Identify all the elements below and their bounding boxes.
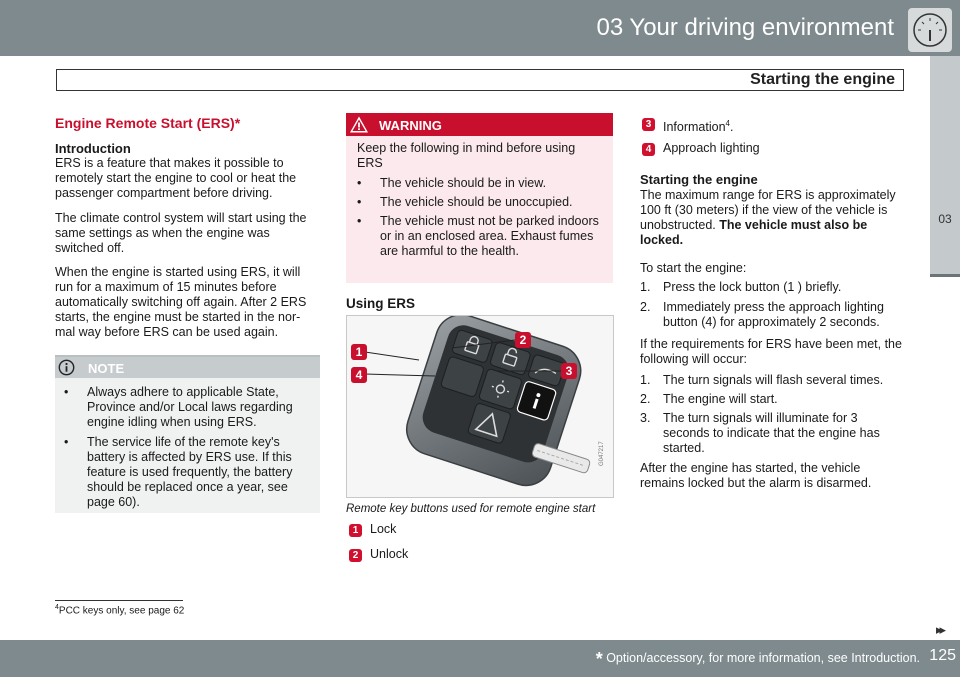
bullet-icon: • (357, 176, 362, 190)
legend-item (349, 547, 549, 563)
footnote-rule (55, 600, 183, 601)
legend-label: Lock (370, 522, 397, 536)
legend-item (642, 141, 892, 157)
warning-item (357, 214, 602, 259)
legend-label: Unlock (370, 547, 409, 561)
bullet-icon: • (64, 385, 69, 399)
note-header (55, 357, 320, 378)
warning-label: WARNING (379, 118, 442, 133)
if-met-text: If the requirements for ERS have been met, the following will occur: (640, 337, 902, 366)
after-start-paragraph: After the engine has started, the vehicle remains locked but the alarm is disarmed. (640, 461, 872, 490)
remote-key-figure (346, 315, 614, 498)
section-title: Starting the engine (750, 71, 895, 88)
note-item (64, 385, 312, 430)
warning-item-text: The vehicle must not be parked indoors or in an enclosed area. Exhaust fumes are harmful to the health. (380, 214, 599, 258)
note-item (64, 435, 312, 510)
callout-badge-1: 1 (349, 524, 362, 537)
warning-item (357, 195, 602, 210)
svg-text:3: 3 (565, 364, 573, 378)
intro-paragraph-1: ERS is a feature that makes it possible to remotely start the engine to cool or heat the passenger compartment before driving. (55, 156, 297, 200)
note-label: NOTE (88, 361, 125, 376)
chapter-title: 03 Your driving environment (596, 14, 894, 41)
warning-box (346, 113, 613, 283)
section-title-bar (56, 69, 904, 91)
continue-arrows-icon: ▸▸ (936, 622, 944, 637)
callout-badge-4: 4 (642, 143, 655, 156)
svg-text:1: 1 (355, 345, 363, 359)
result-item: 3. The turn signals will illuminate for 3 seconds to indicate that the engine has started. (640, 411, 880, 455)
legend-item (642, 116, 892, 135)
footnote-ref: 4 (725, 119, 730, 128)
speedometer-icon (908, 8, 952, 52)
using-ers-heading: Using ERS (346, 296, 416, 311)
section-heading: Engine Remote Start (ERS)* (55, 115, 241, 131)
info-icon (58, 359, 75, 376)
warning-item-text: The vehicle should be unoccupied. (380, 195, 573, 209)
warning-item-text: The vehicle should be in view. (380, 176, 547, 190)
warning-header (346, 113, 613, 136)
warning-item (357, 176, 602, 191)
figure-caption: Remote key buttons used for remote engine start (346, 503, 596, 515)
svg-text:4: 4 (355, 368, 363, 382)
footnote: $^4$PCC keys only, see page 62 (55, 604, 185, 617)
note-item-text: Always adhere to applicable State, Province and/or Local laws regarding engine idling when using ERS. (87, 385, 293, 429)
to-start-text: To start the engine: (640, 261, 747, 275)
legend-item (349, 522, 549, 538)
bullet-icon: • (64, 435, 69, 449)
result-item: 1. The turn signals will flash several times. (640, 373, 884, 387)
page-number: 125 (929, 647, 956, 664)
result-item: 2. The engine will start. (640, 392, 778, 406)
figure-code: G047217 (599, 441, 605, 466)
starting-paragraph: The maximum range for ERS is approximately 100 ft (30 meters) if the view of the vehicle is unobstructed. The vehicle must also be locked. (640, 188, 896, 247)
chapter-tab (930, 56, 960, 277)
intro-paragraph-3: When the engine is started using ERS, it will run for a maximum of 15 minutes before automatically switching off again. After 2 ERS starts, the engine must be started in the nor- mal way before ERS can be used again. (55, 265, 307, 339)
starting-heading: Starting the engine (640, 172, 758, 187)
bullet-icon: • (357, 195, 362, 209)
legend-label: Approach lighting (663, 141, 760, 155)
note-item-text: The service life of the remote key's battery is affected by ERS use. If this feature is used frequently, the battery should be replaced once a year, see page 60). (87, 435, 293, 509)
warning-intro: Keep the following in mind before using ERS (357, 141, 576, 170)
footer-note: * Option/accessory, for more information, see Introduction. (595, 649, 920, 669)
step-item: 1. Press the lock button (1 ) briefly. (640, 280, 842, 294)
note-box (55, 355, 320, 513)
intro-paragraph-2: The climate control system will start using the same settings as when the engine was switched off. (55, 211, 307, 255)
warning-triangle-icon (349, 115, 369, 134)
bullet-icon: • (357, 214, 362, 228)
callout-badge-2: 2 (349, 549, 362, 562)
callout-badge-3: 3 (642, 118, 655, 131)
svg-text:2: 2 (519, 333, 527, 347)
chapter-tab-number: 03 (938, 212, 952, 226)
footer-bar (0, 640, 960, 677)
intro-heading: Introduction (55, 141, 131, 156)
legend-label: Information$^4$. (663, 119, 734, 135)
step-item: 2. Immediately press the approach lighting button (4) for approximately 2 seconds. (640, 300, 884, 329)
